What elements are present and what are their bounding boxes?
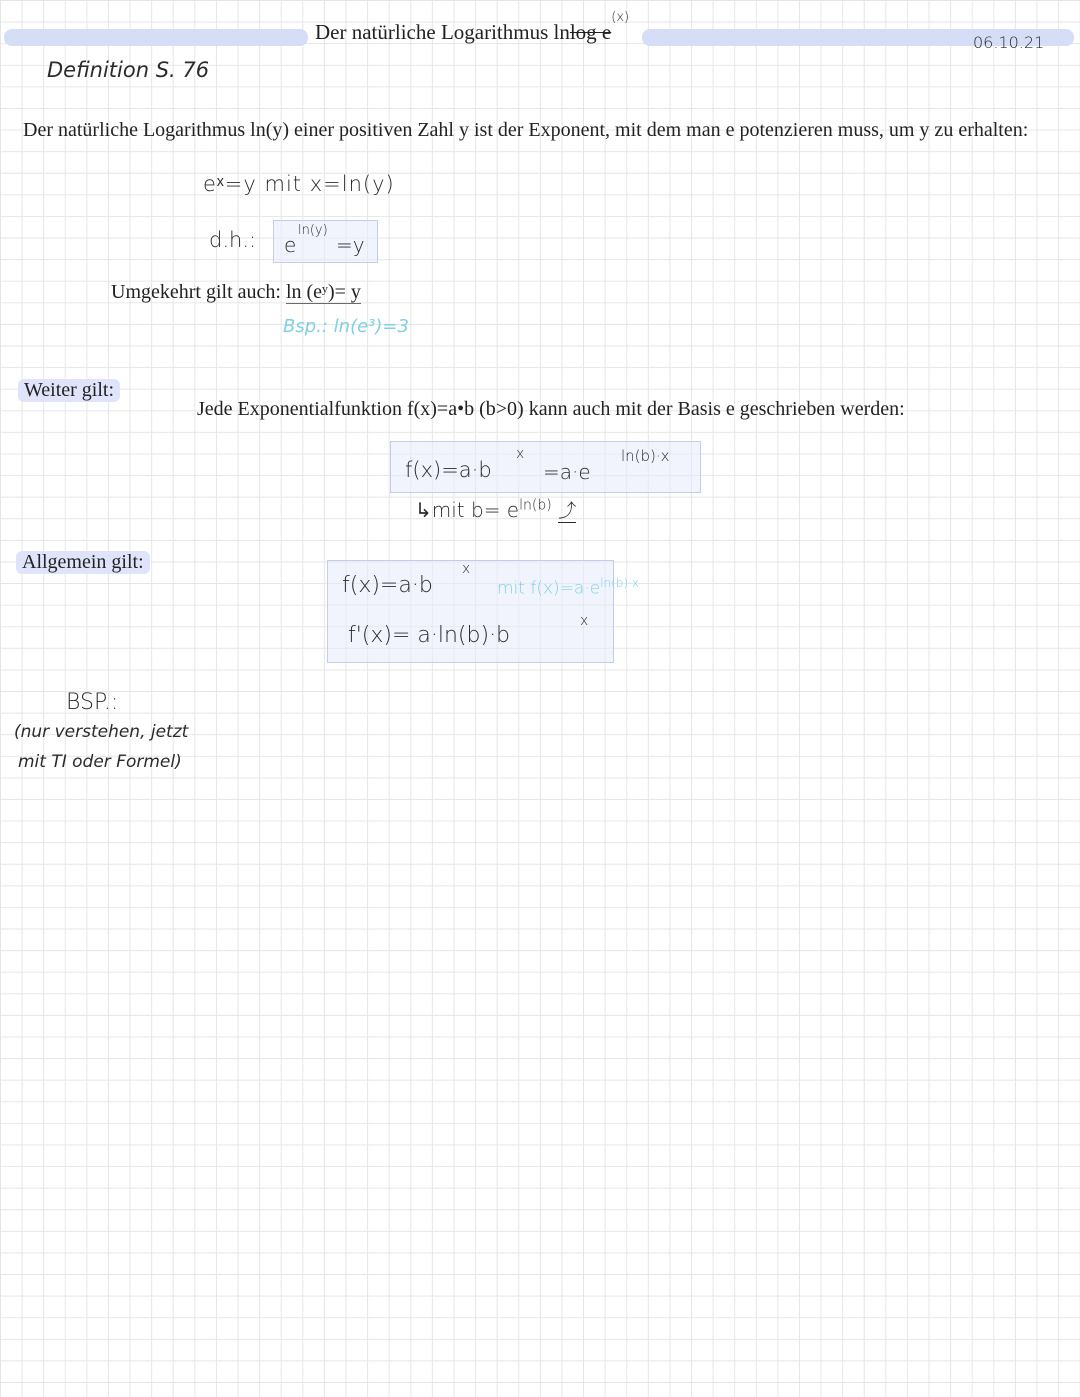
exponential-text: Jede Exponentialfunktion f(x)=a•b (b>0) kann auch mit der Basis e geschrieben werden: — [197, 398, 905, 420]
box1-arrow-icon: ⤴ — [558, 501, 577, 522]
derivative-side-note — [497, 576, 639, 599]
page-title — [315, 10, 630, 45]
dh-label: d.h.: — [209, 228, 257, 252]
box1-left: f(x)=a·b — [405, 458, 492, 482]
formula-dh-tail: =y — [336, 233, 365, 257]
bsp-note-line1: (nur verstehen, jetzt — [14, 722, 189, 742]
box2-line2-exp: x — [580, 613, 589, 629]
bsp-note-line2: mit TI oder Formel) — [18, 752, 182, 772]
box1-note-exp: ln(b) — [519, 497, 552, 514]
box1-right: =a·e — [543, 460, 591, 484]
weiter-label: Weiter gilt: — [18, 379, 120, 402]
formula-definition: eˣ=y mit x=ln(y) — [203, 172, 395, 196]
box1-note-text: ↳mit b= e — [415, 498, 520, 522]
box2-line2: f'(x)= a·ln(b)·b — [348, 623, 511, 648]
header-highlight-left — [4, 29, 308, 46]
umgekehrt-formula: ln (eʸ)= y — [285, 281, 361, 303]
definition-label: Definition S. 76 — [47, 58, 210, 82]
page-title-sup: (x) — [611, 10, 630, 25]
box1-right-exp: ln(b)·x — [621, 447, 670, 465]
formula-dh-box — [273, 220, 378, 263]
box1-note — [415, 497, 576, 523]
intro-text: Der natürliche Logarithmus ln(y) einer positiven Zahl y ist der Exponent, mit dem man e potenzieren muss, um y zu erhalten: — [23, 119, 1029, 141]
bsp-label: BSP.: — [66, 690, 119, 715]
page-title-main: Der natürliche Logarithmus ln — [315, 20, 570, 44]
umgekehrt-line — [111, 281, 361, 304]
side-note-exp: ln(b)·x — [600, 576, 640, 590]
formula-dh-exp: ln(y) — [298, 223, 328, 238]
box2-line1: f(x)=a·b — [342, 573, 433, 598]
example-blue: Bsp.: ln(e³)=3 — [283, 316, 409, 337]
box1-left-exp: x — [516, 446, 525, 462]
formula-dh-base: e — [284, 233, 297, 257]
side-note-text: mit f(x)=a·e — [497, 578, 601, 599]
umgekehrt-text: Umgekehrt gilt auch: — [111, 281, 281, 303]
date: 06.10.21 — [973, 33, 1045, 52]
box2-line1-exp: x — [462, 561, 471, 577]
formula-box-basis-e — [390, 441, 701, 493]
page-title-tail: log e — [569, 20, 612, 44]
allgemein-label: Allgemein gilt: — [16, 551, 150, 574]
